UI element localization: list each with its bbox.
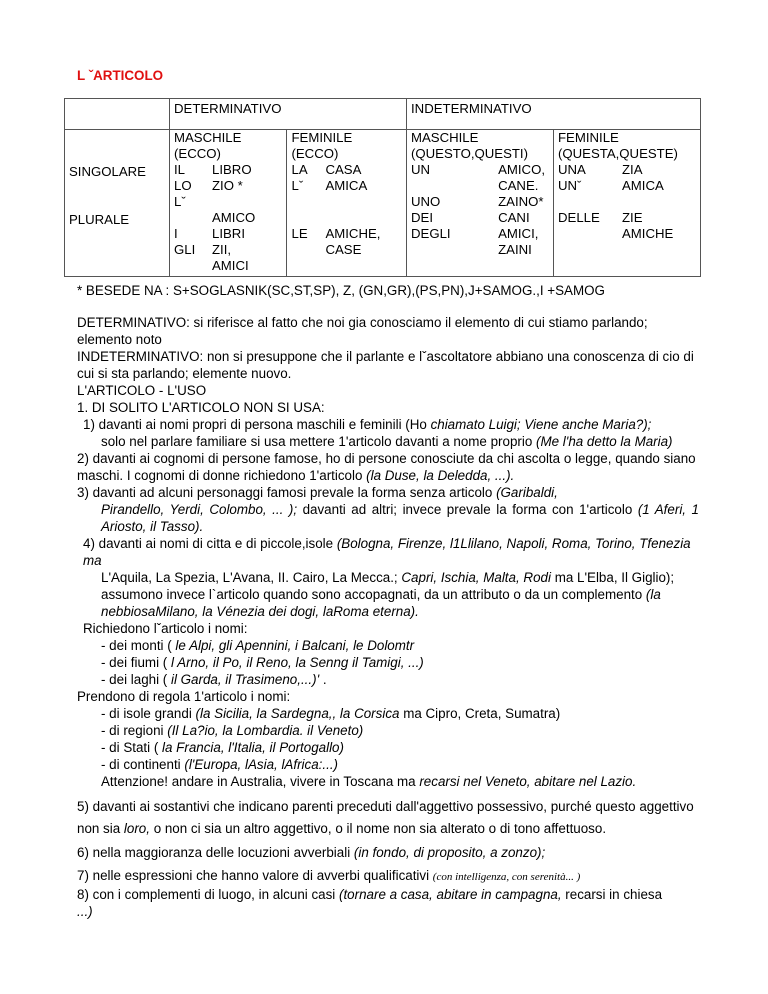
label-singolare: SINGOLARE (69, 164, 146, 179)
rule-3: 3) davanti ad alcuni personaggi famosi prevale la forma senza articolo (Garibaldi, (77, 485, 558, 500)
table-corner (65, 99, 170, 130)
row-labels (65, 130, 170, 277)
det-fem-cell: FEMINILE (ECCO) LA Lˇ LE CASA AMICA AMICHE, CASE (287, 130, 407, 277)
attenzione: Attenzione! andare in Australia, vivere in Toscana ma recarsi nel Veneto, abitare nel Lazio. (101, 774, 637, 789)
det-fem-forms: LA Lˇ LE CASA AMICA AMICHE, CASE (291, 162, 381, 257)
item-continenti: - di continenti (l'Europa, lAsia, lAfrica:...) (101, 757, 338, 772)
rule-7: 7) nelle espressioni che hanno valore di avverbi qualificativi (con intelligenza, con serenità... ) (77, 868, 581, 883)
header-determinativo: DETERMINATIVO (170, 99, 407, 130)
body-text (77, 314, 699, 920)
rule-6: 6) nella maggioranza delle locuzioni avverbiali (in fondo, di proposito, a zonzo); (77, 845, 546, 860)
rule-3-cont: Pirandello, Yerdi, Colombo, ... ); davanti ad altri; invece prevale la forma con 1'articolo (1 Aferi, 1 Ariosto, il Tasso). (101, 502, 699, 534)
label-plurale: PLURALE (69, 212, 130, 227)
prendono-heading: Prendono di regola 1'articolo i nomi: (77, 689, 291, 704)
page-title: L ˇARTICOLO (77, 68, 164, 83)
indet-fem-cell: FEMINILE (QUESTA,QUESTE) UNA UNˇ DELLE ZIA AMICA ZIE AMICHE (554, 130, 701, 277)
det-masc-sing: IL LO Lˇ I GLI LIBRO ZIO * AMICO LIBRI ZII, AMICI (174, 162, 256, 273)
rule-8: 8) con i complementi di luogo, in alcuni casi (tornare a casa, abitare in campagna, recarsi in chiesa ...) (77, 887, 663, 919)
indet-masc-cell: MASCHILE (QUESTO,QUESTI) UN UNO DEI DEGLI AMICO, CANE. ZAINO* CANI AMICI, ZAINI (407, 130, 554, 277)
indet-masc-forms: UN UNO DEI DEGLI AMICO, CANE. ZAINO* CANI AMICI, ZAINI (411, 162, 545, 257)
item-stati: - di Stati ( la Francia, l'Italia, il Portogallo) (101, 740, 344, 755)
item-fiumi: - dei fiumi ( l Arno, il Po, il Reno, la Senng il Tamigi, ...) (101, 655, 424, 670)
det-definition: DETERMINATIVO: si riferisce al fatto che noi gia conosciamo il elemento di cui stiamo parlando; elemento noto (77, 315, 648, 347)
indet-definition: INDETERMINATIVO: non si presuppone che il parlante e lˇascoltatore abbiano una conoscenza di cio di cui si sta parlando; elemente nuovo. (77, 349, 694, 381)
rule-1: 1) davanti ai nomi propri di persona maschili e feminili (Ho chiamato Luigi; Viene anche Maria?); (83, 417, 652, 432)
uso-title: L'ARTICOLO - L'USO (77, 383, 207, 398)
rule-1-cont: solo nel parlare familiare si usa mettere 1'articolo davanti a nome proprio (Me l'ha detto la Maria) (101, 434, 673, 449)
rule-2: 2) davanti ai cognomi di persone famose, ho di persone conosciute da chi ascolta o legge, quando siano maschi. I cognomi di donne richiedono 1'articolo (la Duse, la Deledda, ...). (77, 451, 696, 483)
header-indeterminativo: INDETERMINATIVO (407, 99, 701, 130)
rule-4-cont: L'Aquila, La Spezia, L'Avana, II. Cairo, La Mecca.; Capri, Ischia, Malta, Rodi ma L'Elba, Il Giglio); assumono invece l`articolo quando sono accopagnati, da un attributo o da un complemento (la nebbiosaMilano, la Vénezia dei dogi, laRoma eterna). (101, 570, 675, 619)
richiedono-heading: Richiedono lˇarticolo i nomi: (83, 621, 248, 636)
item-regioni: - di regioni (Il La?io, la Lombardia. il Veneto) (101, 723, 364, 738)
article-table (64, 98, 701, 277)
section-1: 1. DI SOLITO L'ARTICOLO NON SI USA: (77, 400, 325, 415)
item-laghi: - dei laghi ( il Garda, il Trasimeno,...)' . (101, 672, 327, 687)
rule-4: 4) davanti ai nomi di citta e di piccole,isole (Bologna, Firenze, l1Llilano, Napoli, Roma, Torino, Tfenezia ma (83, 536, 691, 568)
det-masc-cell: MASCHILE (ECCO) IL LO Lˇ I GLI LIBRO ZIO * AMICO LIBRI ZII, AMICI (170, 130, 287, 277)
item-monti: - dei monti ( le Alpi, gli Apennini, i Balcani, le Dolomtr (101, 638, 415, 653)
item-isole: - di isole grandi (la Sicilia, la Sardegna,, la Corsica ma Cipro, Creta, Sumatra) (101, 706, 561, 721)
indet-fem-forms: UNA UNˇ DELLE ZIA AMICA ZIE AMICHE (558, 162, 674, 241)
rule-5: 5) davanti ai sostantivi che indicano parenti preceduti dall'aggettivo possessivo, purché questo aggettivo non sia loro, o non ci sia un altro aggettivo, o il nome non sia alterato o di tono affettuoso. (77, 799, 694, 836)
footnote: * BESEDE NA : S+SOGLASNIK(SC,ST,SP), Z, (GN,GR),(PS,PN),J+SAMOG.,I +SAMOG (77, 283, 605, 298)
